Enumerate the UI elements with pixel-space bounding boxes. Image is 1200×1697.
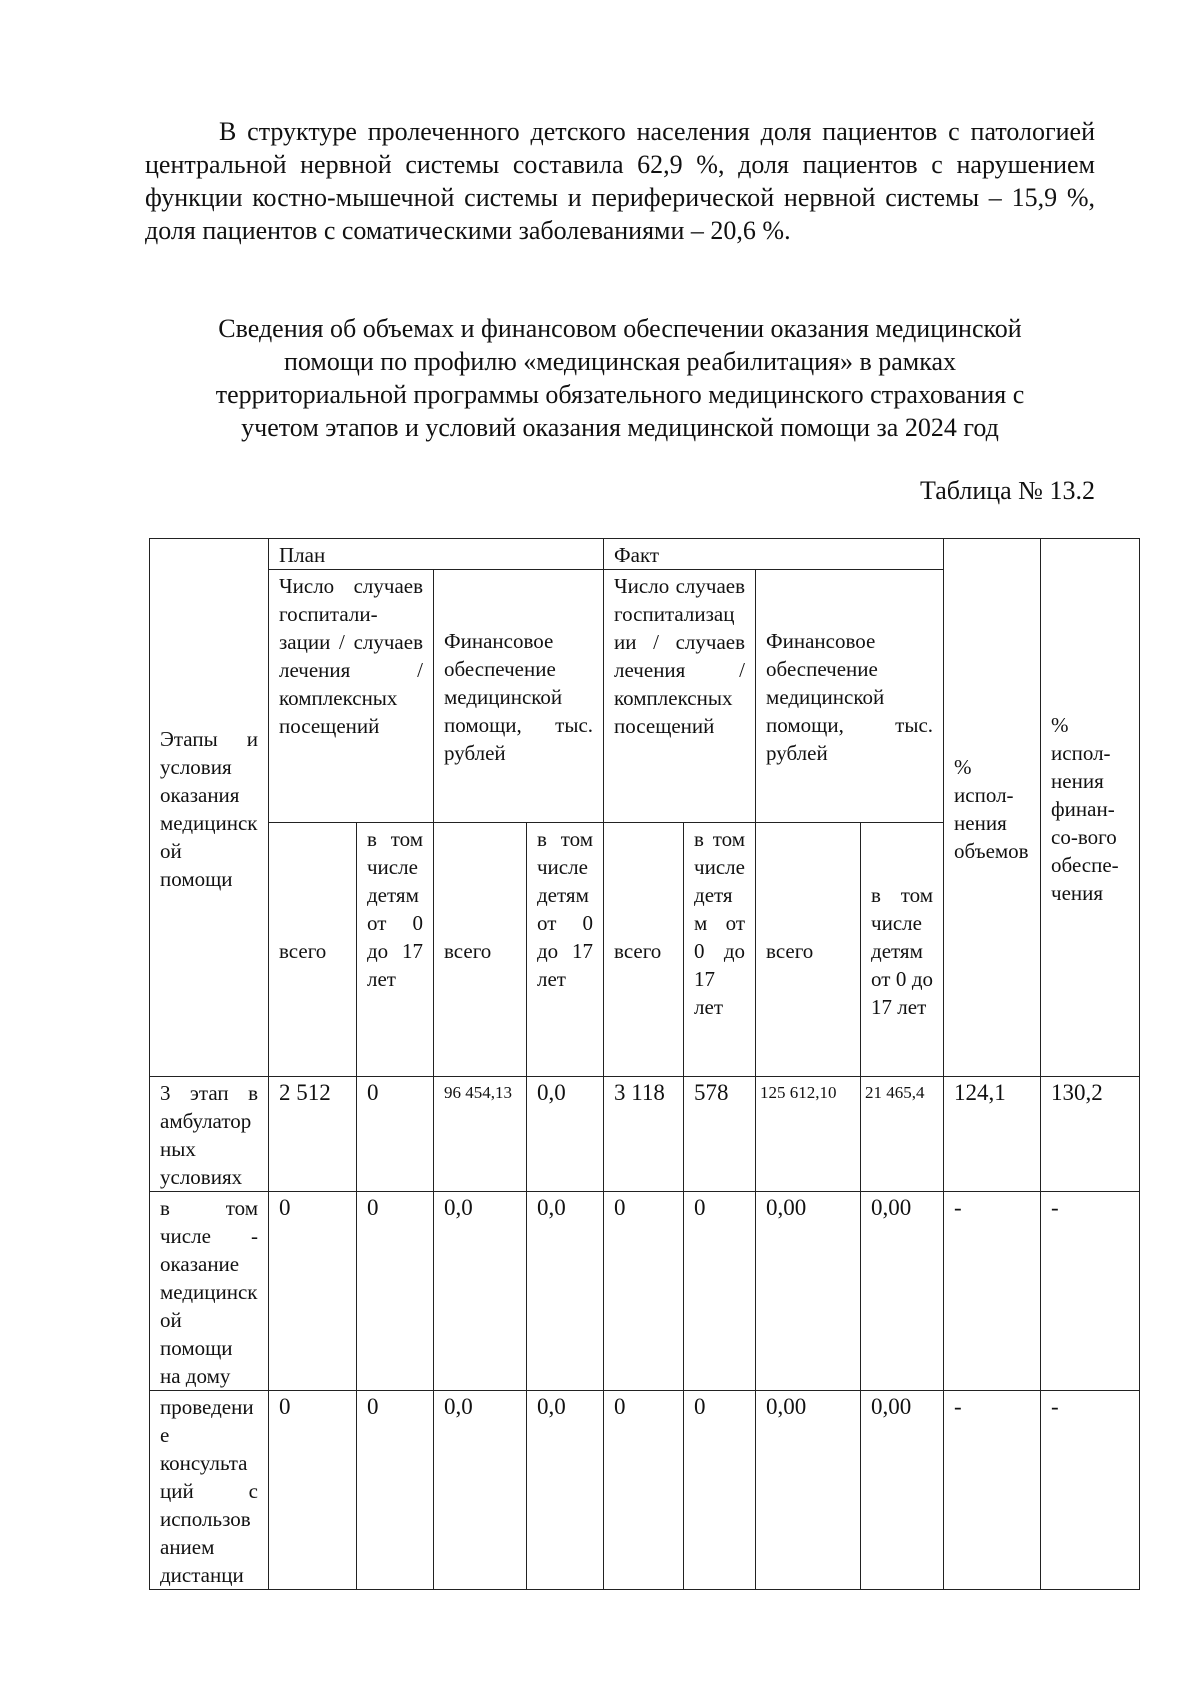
header-fact: Факт	[604, 539, 944, 570]
table-row	[150, 1391, 1140, 1590]
fact-cases-children: 0	[684, 1391, 756, 1590]
finance-pct: -	[1041, 1391, 1140, 1590]
header-fact-fin-children: в том числе детям от 0 до 17 лет	[861, 823, 944, 1077]
volume-pct: -	[944, 1192, 1041, 1391]
plan-cases-total: 0	[269, 1391, 357, 1590]
header-plan-cases: Число случаев госпитали-зации / случаев лечения / комплексных посещений	[269, 570, 434, 823]
fact-fin-children: 0,00	[861, 1192, 944, 1391]
header-plan-fin-children: в том числе детям от 0 до 17 лет	[527, 823, 604, 1077]
header-fact-cases: Число случаев госпитализации / случаев лечения / комплексных посещений	[604, 570, 756, 823]
fact-cases-total: 0	[604, 1192, 684, 1391]
header-plan-finance: Финансовое обеспечение медицинской помощи, тыс. рублей	[434, 570, 604, 823]
volume-pct: -	[944, 1391, 1041, 1590]
plan-fin-total: 96 454,13	[434, 1077, 527, 1192]
heading-line: учетом этапов и условий оказания медицинской помощи за 2024 год	[241, 413, 999, 442]
header-plan-fin-total: всего	[434, 823, 527, 1077]
header-fact-fin-total: всего	[756, 823, 861, 1077]
header-plan-cases-total: всего	[269, 823, 357, 1077]
fact-fin-total: 0,00	[756, 1391, 861, 1590]
heading-line: Сведения об объемах и финансовом обеспечении оказания медицинской	[218, 314, 1022, 343]
plan-cases-total: 0	[269, 1192, 357, 1391]
row-label: 3 этап в амбулаторных условиях	[150, 1077, 269, 1192]
fact-cases-total: 3 118	[604, 1077, 684, 1192]
fact-fin-total: 125 612,10	[756, 1077, 861, 1192]
intro-paragraph: В структуре пролеченного детского населения доля пациентов с патологией центральной нервной системы составила 62,9 %, доля пациентов с нарушением функции костно-мышечной системы и периферической нервной системы – 15,9 %, доля пациентов с соматическими заболеваниями – 20,6 %.	[145, 117, 1095, 245]
data-table	[149, 538, 1140, 1590]
row-label: в том числе - оказание медицинской помощи на дому	[150, 1192, 269, 1391]
header-finance-pct: % испол-нения финан-со-вого обеспе-чения	[1041, 539, 1140, 1077]
heading-line: помощи по профилю «медицинская реабилитация» в рамках	[283, 347, 957, 376]
header-plan-cases-children: в том числе детям от 0 до 17 лет	[357, 823, 434, 1077]
plan-cases-children: 0	[357, 1077, 434, 1192]
plan-fin-total: 0,0	[434, 1192, 527, 1391]
fact-cases-children: 578	[684, 1077, 756, 1192]
plan-cases-children: 0	[357, 1391, 434, 1590]
header-fact-finance: Финансовое обеспечение медицинской помощи, тыс. рублей	[756, 570, 944, 823]
plan-cases-children: 0	[357, 1192, 434, 1391]
table-row	[150, 1192, 1140, 1391]
plan-fin-total: 0,0	[434, 1391, 527, 1590]
plan-fin-children: 0,0	[527, 1077, 604, 1192]
plan-fin-children: 0,0	[527, 1192, 604, 1391]
table-heading	[145, 312, 1095, 444]
plan-cases-total: 2 512	[269, 1077, 357, 1192]
finance-pct: 130,2	[1041, 1077, 1140, 1192]
fact-fin-children: 0,00	[861, 1391, 944, 1590]
table-row	[150, 1077, 1140, 1192]
finance-pct: -	[1041, 1192, 1140, 1391]
fact-fin-children: 21 465,4	[861, 1077, 944, 1192]
header-stages: Этапы и условия оказания медицинской помощи	[150, 539, 269, 1077]
header-fact-cases-total: всего	[604, 823, 684, 1077]
header-row-1	[150, 539, 1140, 570]
fact-cases-total: 0	[604, 1391, 684, 1590]
header-plan: План	[269, 539, 604, 570]
volume-pct: 124,1	[944, 1077, 1041, 1192]
fact-fin-total: 0,00	[756, 1192, 861, 1391]
heading-line: территориальной программы обязательного медицинского страхования с	[215, 380, 1025, 409]
header-fact-cases-children: в том числе детям от 0 до 17 лет	[684, 823, 756, 1077]
header-volume-pct: % испол-нения объемов	[944, 539, 1041, 1077]
row-label: проведение консультаций с использованием дистанци	[150, 1391, 269, 1590]
plan-fin-children: 0,0	[527, 1391, 604, 1590]
table-number: Таблица № 13.2	[919, 476, 1095, 505]
fact-cases-children: 0	[684, 1192, 756, 1391]
